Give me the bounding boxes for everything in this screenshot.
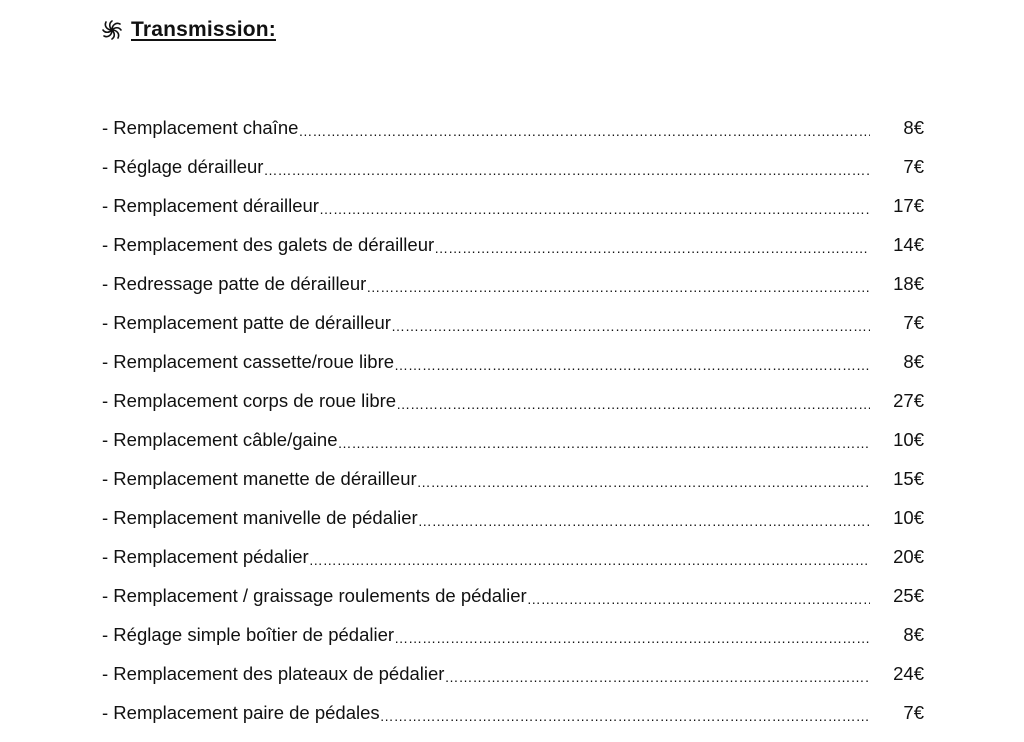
leader-dots [527,592,870,606]
service-price: 20€ [893,545,924,567]
list-item [102,615,924,654]
leader-dots [319,202,870,216]
swirl-icon [100,18,124,42]
service-price: 27€ [893,389,924,411]
service-label: - Remplacement cassette/roue libre [102,350,395,372]
section-title: Transmission: [131,18,276,41]
service-label: - Remplacement paire de pédales [102,701,380,723]
leader-dots [380,709,870,723]
price-list [102,108,924,732]
service-price: 17€ [893,194,924,216]
service-label: - Remplacement câble/gaine [102,428,338,450]
leader-dots [394,358,870,372]
service-label: - Remplacement des plateaux de pédalier [102,662,445,684]
list-item [102,654,924,693]
service-price: 8€ [903,623,924,645]
service-label: - Remplacement corps de roue libre [102,389,397,411]
leader-dots [418,514,870,528]
service-label: - Remplacement manivelle de pédalier [102,506,418,528]
leader-dots [417,475,870,489]
leader-dots [444,670,870,684]
service-price: 7€ [903,155,924,177]
service-price: 18€ [893,272,924,294]
service-price: 10€ [893,506,924,528]
leader-dots [394,631,870,645]
leader-dots [434,241,870,255]
list-item [102,147,924,186]
service-label: - Remplacement pédalier [102,545,309,567]
list-item [102,381,924,420]
service-price: 25€ [893,584,924,606]
list-item [102,225,924,264]
list-item [102,186,924,225]
service-price: 8€ [903,116,924,138]
service-label: - Remplacement / graissage roulements de pédalier [102,584,527,606]
list-item [102,537,924,576]
service-label: - Remplacement chaîne [102,116,299,138]
list-item [102,459,924,498]
list-item [102,498,924,537]
service-label: - Réglage dérailleur [102,155,264,177]
service-price: 10€ [893,428,924,450]
service-price: 14€ [893,233,924,255]
leader-dots [263,163,870,177]
leader-dots [366,280,870,294]
list-item [102,576,924,615]
service-label: - Remplacement patte de dérailleur [102,311,391,333]
service-price: 7€ [903,311,924,333]
list-item [102,342,924,381]
leader-dots [396,397,870,411]
service-label: - Réglage simple boîtier de pédalier [102,623,395,645]
service-price: 15€ [893,467,924,489]
section-header [100,14,276,46]
leader-dots [338,436,871,450]
service-label: - Redressage patte de dérailleur [102,272,367,294]
list-item [102,420,924,459]
leader-dots [391,319,870,333]
service-label: - Remplacement des galets de dérailleur [102,233,435,255]
list-item [102,303,924,342]
list-item [102,108,924,147]
service-price: 7€ [903,701,924,723]
list-item [102,693,924,732]
service-label: - Remplacement dérailleur [102,194,319,216]
list-item [102,264,924,303]
service-price: 24€ [893,662,924,684]
service-price: 8€ [903,350,924,372]
service-label: - Remplacement manette de dérailleur [102,467,417,489]
leader-dots [298,124,870,138]
leader-dots [309,553,870,567]
